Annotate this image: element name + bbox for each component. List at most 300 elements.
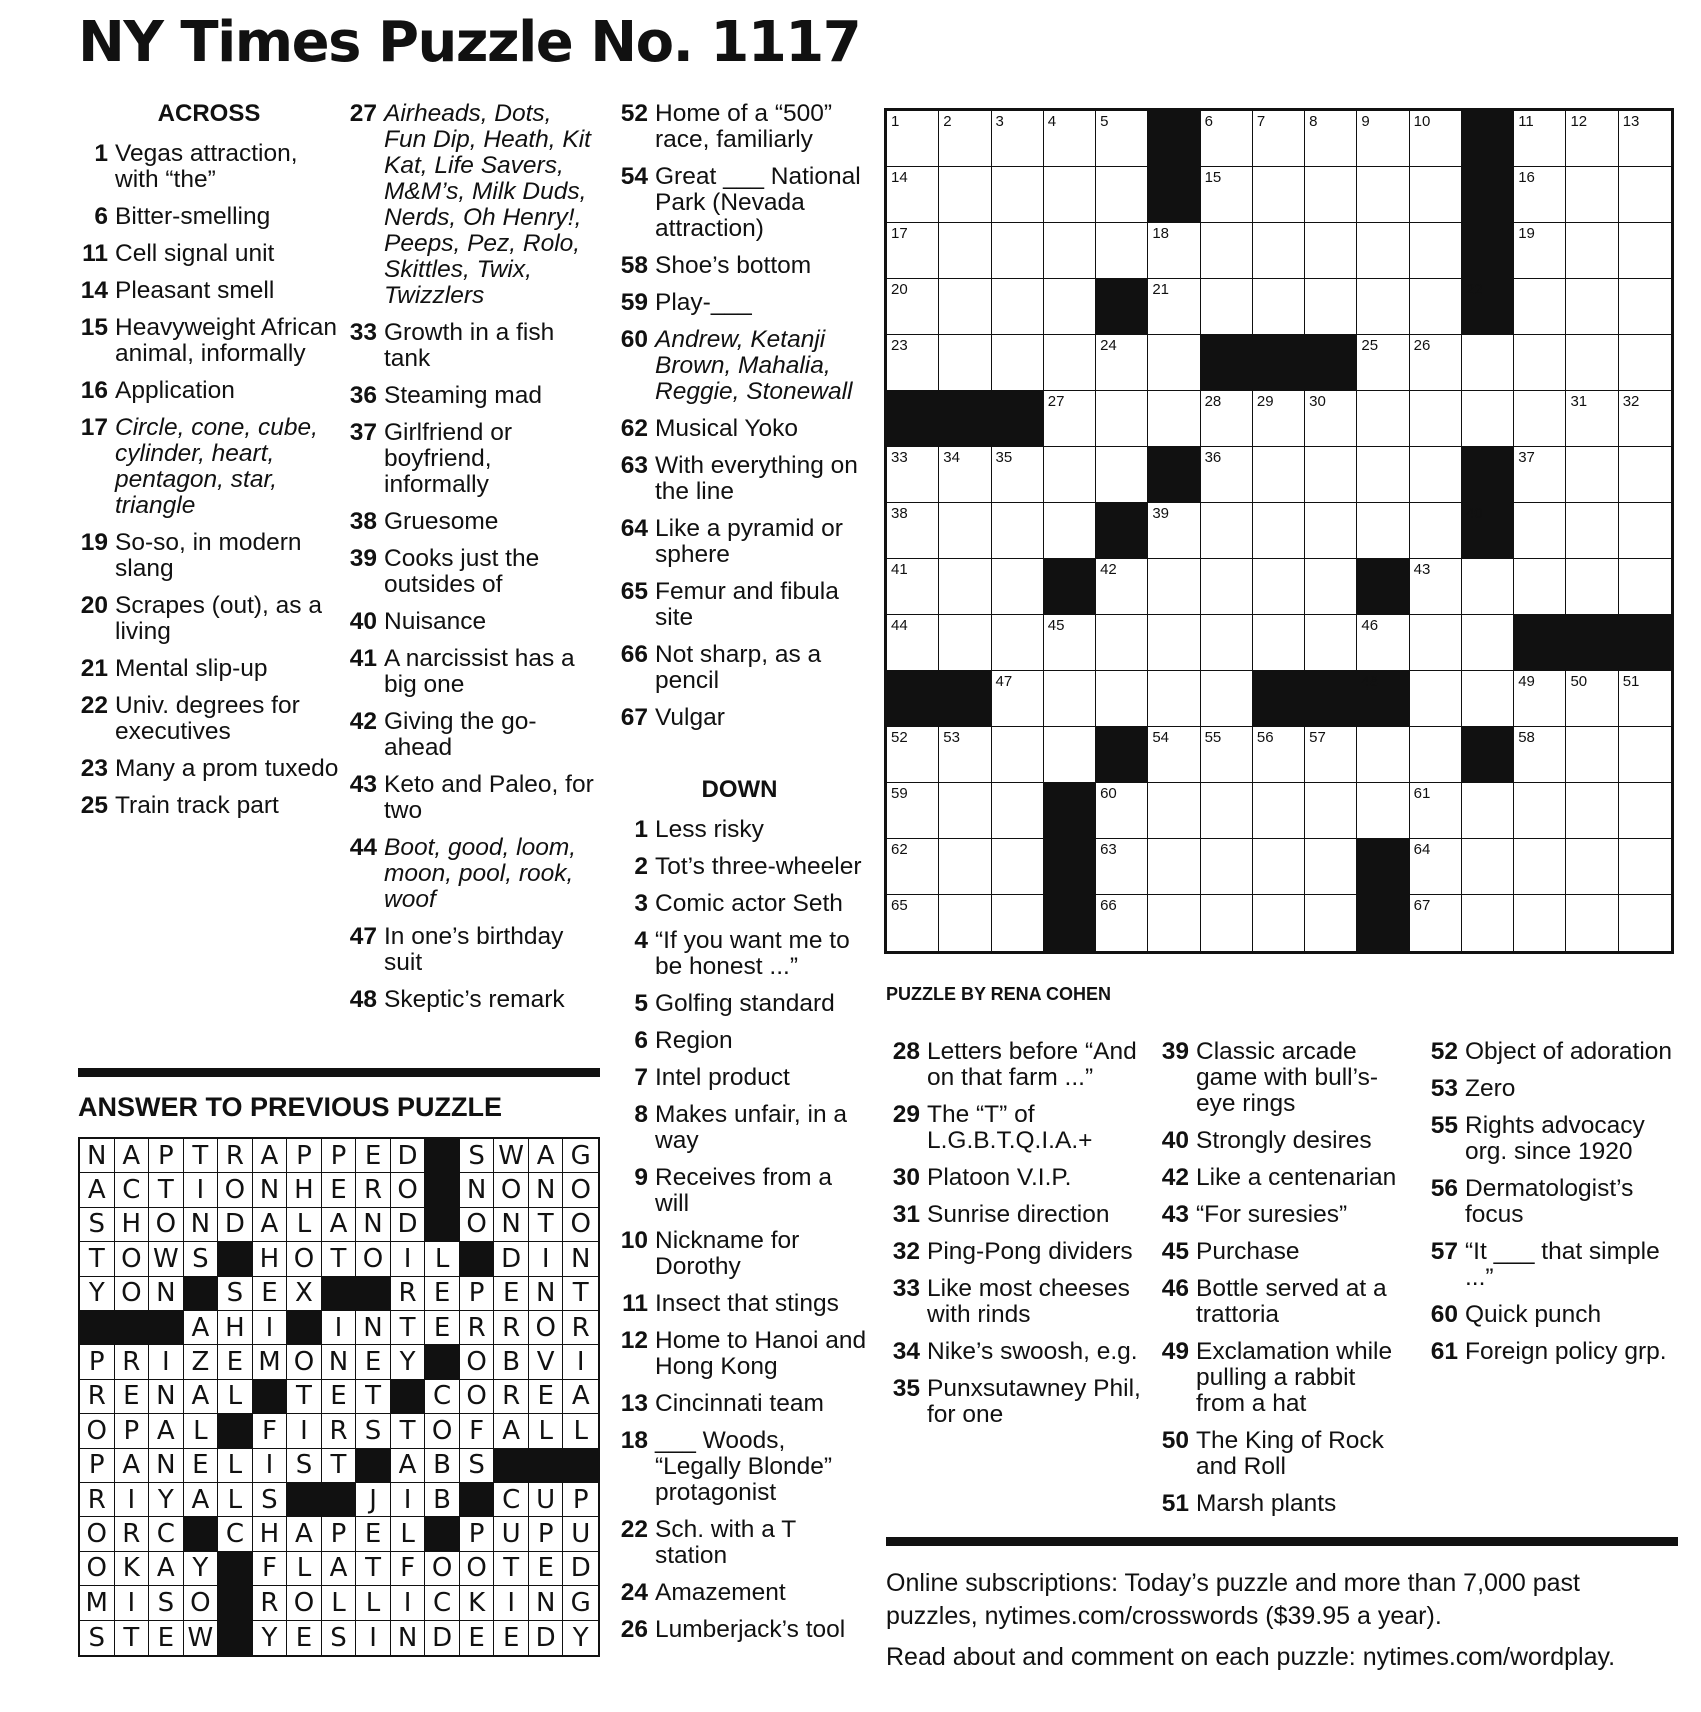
grid-cell[interactable]	[887, 223, 939, 279]
answer-letter: N	[460, 1173, 495, 1207]
cell-number: 23	[891, 337, 908, 354]
grid-cell[interactable]	[1514, 335, 1566, 391]
grid-cell[interactable]	[1566, 111, 1618, 167]
answer-letter: D	[494, 1242, 529, 1276]
grid-cell[interactable]	[1619, 783, 1671, 839]
grid-cell[interactable]	[1253, 895, 1305, 951]
black-square	[992, 391, 1044, 447]
grid-cell[interactable]	[1096, 167, 1148, 223]
clue-number: 58	[620, 252, 648, 279]
grid-cell[interactable]	[1305, 783, 1357, 839]
grid-cell[interactable]	[1044, 615, 1096, 671]
grid-cell[interactable]	[939, 783, 991, 839]
clue	[78, 530, 340, 582]
clue-number: 37	[349, 419, 377, 446]
grid-cell[interactable]	[1096, 615, 1148, 671]
grid-cell[interactable]	[1253, 839, 1305, 895]
clue	[1424, 1113, 1686, 1165]
grid-cell[interactable]	[992, 223, 1044, 279]
grid-cell[interactable]	[1619, 503, 1671, 559]
grid-cell[interactable]	[1619, 167, 1671, 223]
clue	[1424, 1302, 1686, 1328]
clue-text: Bottle served at a trattoria	[1196, 1275, 1387, 1328]
grid-cell[interactable]	[939, 503, 991, 559]
grid-cell[interactable]	[887, 503, 939, 559]
clue-number: 46	[1161, 1275, 1189, 1302]
answer-letter: R	[80, 1483, 115, 1517]
grid-cell[interactable]	[1462, 895, 1514, 951]
grid-cell[interactable]	[1201, 615, 1253, 671]
grid-cell[interactable]	[1044, 279, 1096, 335]
answer-letter: R	[80, 1380, 115, 1414]
grid-cell[interactable]	[1305, 167, 1357, 223]
grid-cell[interactable]	[1201, 223, 1253, 279]
clue-text: Dermatologist’s focus	[1465, 1175, 1634, 1228]
grid-cell[interactable]	[992, 839, 1044, 895]
clue	[345, 772, 599, 824]
grid-cell[interactable]	[1357, 727, 1409, 783]
answer-letter: E	[425, 1311, 460, 1345]
grid-cell[interactable]	[1148, 727, 1200, 783]
answer-black-square	[425, 1139, 460, 1173]
grid-cell[interactable]	[1201, 111, 1253, 167]
grid-cell[interactable]	[1619, 839, 1671, 895]
grid-cell[interactable]	[1514, 279, 1566, 335]
grid-cell[interactable]	[887, 839, 939, 895]
black-square	[1357, 559, 1409, 615]
grid-cell[interactable]	[1566, 223, 1618, 279]
grid-cell[interactable]	[1044, 111, 1096, 167]
grid-cell[interactable]	[1096, 895, 1148, 951]
grid-cell[interactable]	[1410, 895, 1462, 951]
cell-number: 44	[891, 617, 908, 634]
answer-letter: F	[460, 1414, 495, 1448]
cell-number: 64	[1413, 841, 1431, 858]
grid-cell[interactable]	[1253, 279, 1305, 335]
grid-cell[interactable]	[1514, 167, 1566, 223]
grid-cell[interactable]	[939, 895, 991, 951]
grid-cell[interactable]	[1410, 111, 1462, 167]
page-title: NY Times Puzzle No. 1117	[78, 10, 861, 75]
grid-cell[interactable]	[1566, 167, 1618, 223]
grid-cell[interactable]	[1253, 503, 1305, 559]
grid-cell[interactable]	[1619, 727, 1671, 783]
grid-cell[interactable]	[1619, 671, 1671, 727]
grid-cell[interactable]	[1148, 839, 1200, 895]
answer-letter: K	[460, 1586, 495, 1620]
grid-cell[interactable]	[1514, 503, 1566, 559]
clue-number: 5	[634, 990, 648, 1017]
clue-number: 35	[892, 1375, 920, 1402]
grid-cell[interactable]	[1148, 503, 1200, 559]
grid-cell[interactable]	[1148, 559, 1200, 615]
grid-cell[interactable]	[939, 559, 991, 615]
answer-letter: E	[115, 1380, 150, 1414]
clue-text: Application	[115, 377, 235, 404]
clue-text: Cooks just the outsides of	[384, 545, 540, 598]
grid-cell[interactable]	[1462, 783, 1514, 839]
clue-number: 56	[1430, 1175, 1458, 1202]
clue	[612, 1065, 867, 1091]
grid-cell[interactable]	[887, 895, 939, 951]
grid-cell[interactable]	[1044, 671, 1096, 727]
grid-cell[interactable]	[1253, 167, 1305, 223]
grid-cell[interactable]	[1566, 671, 1618, 727]
grid-cell[interactable]	[1357, 391, 1409, 447]
grid-cell[interactable]	[1201, 279, 1253, 335]
answer-letter: D	[425, 1621, 460, 1655]
grid-cell[interactable]	[1148, 391, 1200, 447]
clue-text: Girlfriend or boyfriend, informally	[384, 419, 512, 498]
cell-number: 46	[1361, 617, 1379, 634]
grid-cell[interactable]	[1462, 335, 1514, 391]
grid-cell[interactable]	[939, 335, 991, 391]
answer-letter: O	[460, 1380, 495, 1414]
cell-number: 41	[891, 561, 908, 578]
grid-cell[interactable]	[1201, 391, 1253, 447]
grid-cell[interactable]	[992, 615, 1044, 671]
answer-letter: N	[494, 1208, 529, 1242]
grid-cell[interactable]	[1096, 783, 1148, 839]
grid-cell[interactable]	[1357, 223, 1409, 279]
clue-number: 11	[622, 1290, 648, 1317]
answer-letter: M	[253, 1345, 288, 1379]
grid-cell[interactable]	[887, 727, 939, 783]
grid-cell[interactable]	[992, 503, 1044, 559]
grid-cell[interactable]	[1566, 839, 1618, 895]
grid-cell[interactable]	[1096, 111, 1148, 167]
grid-cell[interactable]	[1044, 727, 1096, 783]
previous-answer-grid	[78, 1137, 600, 1657]
answer-letter: S	[218, 1277, 253, 1311]
grid-cell[interactable]	[1096, 671, 1148, 727]
cell-number: 5	[1100, 113, 1109, 130]
grid-cell[interactable]	[1566, 279, 1618, 335]
grid-cell[interactable]	[1566, 503, 1618, 559]
grid-cell[interactable]	[939, 839, 991, 895]
grid-cell[interactable]	[1096, 391, 1148, 447]
grid-cell[interactable]	[1201, 559, 1253, 615]
grid-cell[interactable]	[1305, 503, 1357, 559]
clue-text: Shoe’s bottom	[655, 252, 812, 279]
answer-black-square	[563, 1449, 598, 1483]
clue	[78, 415, 340, 519]
grid-cell[interactable]	[1514, 559, 1566, 615]
clue-text: Scrapes (out), as a living	[115, 592, 322, 645]
grid-cell[interactable]	[1044, 167, 1096, 223]
clue	[78, 204, 340, 230]
cell-number: 27	[1047, 393, 1065, 410]
clue-number: 15	[80, 314, 108, 341]
grid-cell[interactable]	[1566, 391, 1618, 447]
grid-cell[interactable]	[1566, 559, 1618, 615]
black-square	[1462, 503, 1514, 559]
answer-letter: L	[218, 1483, 253, 1517]
grid-cell[interactable]	[1096, 335, 1148, 391]
clue-number: 44	[349, 834, 377, 861]
grid-cell[interactable]	[939, 167, 991, 223]
grid-cell[interactable]	[1253, 111, 1305, 167]
grid-cell[interactable]	[1619, 111, 1671, 167]
grid-cell[interactable]	[1357, 615, 1409, 671]
grid-cell[interactable]	[1096, 559, 1148, 615]
grid-cell[interactable]	[1566, 783, 1618, 839]
grid-cell[interactable]	[1253, 615, 1305, 671]
grid-cell[interactable]	[887, 167, 939, 223]
grid-cell[interactable]	[1514, 783, 1566, 839]
grid-cell[interactable]	[1619, 895, 1671, 951]
grid-cell[interactable]	[1305, 447, 1357, 503]
clue-number: 7	[634, 1064, 648, 1091]
clue	[886, 1239, 1144, 1265]
grid-cell[interactable]	[1410, 447, 1462, 503]
grid-cell[interactable]	[1410, 391, 1462, 447]
grid-cell[interactable]	[992, 335, 1044, 391]
grid-cell[interactable]	[1148, 279, 1200, 335]
grid-cell[interactable]	[1044, 335, 1096, 391]
grid-cell[interactable]	[887, 335, 939, 391]
clue-number: 40	[349, 608, 377, 635]
grid-cell[interactable]	[1619, 391, 1671, 447]
grid-cell[interactable]	[992, 727, 1044, 783]
clue-text: Andrew, Ketanji Brown, Mahalia, Reggie, Stonewall	[655, 326, 853, 405]
clue-number: 2	[634, 853, 648, 880]
grid-cell[interactable]	[1410, 223, 1462, 279]
clue-number: 40	[1161, 1127, 1189, 1154]
grid-cell[interactable]	[939, 111, 991, 167]
grid-cell[interactable]	[1514, 895, 1566, 951]
grid-cell[interactable]	[1514, 727, 1566, 783]
grid-cell[interactable]	[992, 279, 1044, 335]
grid-cell[interactable]	[1305, 279, 1357, 335]
grid-cell[interactable]	[1357, 335, 1409, 391]
grid-cell[interactable]	[887, 783, 939, 839]
cell-number: 54	[1152, 729, 1170, 746]
grid-cell[interactable]	[1148, 335, 1200, 391]
grid-cell[interactable]	[1410, 559, 1462, 615]
answer-letter: M	[80, 1586, 115, 1620]
grid-cell[interactable]	[1410, 503, 1462, 559]
grid-cell[interactable]	[992, 167, 1044, 223]
crossword-grid	[884, 108, 1674, 954]
grid-cell[interactable]	[1201, 671, 1253, 727]
grid-cell[interactable]	[1410, 279, 1462, 335]
grid-cell[interactable]	[1410, 335, 1462, 391]
grid-cell[interactable]	[1357, 167, 1409, 223]
grid-cell[interactable]	[1514, 671, 1566, 727]
grid-cell[interactable]	[1253, 391, 1305, 447]
answer-letter: P	[80, 1449, 115, 1483]
cell-number: 6	[1204, 113, 1213, 130]
grid-cell[interactable]	[1305, 615, 1357, 671]
grid-cell[interactable]	[1096, 223, 1148, 279]
grid-cell[interactable]	[1148, 223, 1200, 279]
black-square	[1305, 671, 1357, 727]
grid-cell[interactable]	[1096, 839, 1148, 895]
answer-letter: S	[460, 1449, 495, 1483]
grid-cell[interactable]	[1514, 391, 1566, 447]
grid-cell[interactable]	[1305, 559, 1357, 615]
grid-cell[interactable]	[1253, 559, 1305, 615]
grid-cell[interactable]	[1044, 447, 1096, 503]
answer-letter: L	[322, 1586, 357, 1620]
grid-cell[interactable]	[1410, 727, 1462, 783]
grid-cell[interactable]	[1201, 167, 1253, 223]
grid-cell[interactable]	[1096, 447, 1148, 503]
grid-cell[interactable]	[1305, 111, 1357, 167]
clue-number: 43	[1161, 1201, 1189, 1228]
grid-cell[interactable]	[1410, 167, 1462, 223]
grid-cell[interactable]	[1201, 895, 1253, 951]
grid-cell[interactable]	[1253, 783, 1305, 839]
answer-letter: W	[494, 1139, 529, 1173]
grid-cell[interactable]	[1566, 447, 1618, 503]
clue-number: 63	[620, 452, 648, 479]
answer-letter: G	[563, 1139, 598, 1173]
cell-number: 21	[1152, 281, 1170, 298]
clue	[612, 579, 867, 631]
grid-cell[interactable]	[887, 111, 939, 167]
grid-cell[interactable]	[992, 559, 1044, 615]
grid-cell[interactable]	[1514, 111, 1566, 167]
grid-cell[interactable]	[939, 223, 991, 279]
answer-letter: H	[253, 1517, 288, 1551]
grid-cell[interactable]	[992, 895, 1044, 951]
clue-number: 52	[1430, 1038, 1458, 1065]
clue-number: 42	[349, 708, 377, 735]
grid-cell[interactable]	[1148, 671, 1200, 727]
grid-cell[interactable]	[1357, 111, 1409, 167]
clue-number: 41	[349, 645, 377, 672]
answer-letter: A	[563, 1380, 598, 1414]
grid-cell[interactable]	[1044, 391, 1096, 447]
grid-cell[interactable]	[1410, 671, 1462, 727]
grid-cell[interactable]	[1619, 335, 1671, 391]
grid-cell[interactable]	[1514, 223, 1566, 279]
grid-cell[interactable]	[1566, 895, 1618, 951]
answer-letter: B	[494, 1345, 529, 1379]
grid-cell[interactable]	[1201, 839, 1253, 895]
cell-number: 58	[1518, 729, 1535, 746]
grid-cell[interactable]	[1410, 839, 1462, 895]
clue-number: 13	[620, 1390, 648, 1417]
grid-cell[interactable]	[939, 279, 991, 335]
grid-cell[interactable]	[1148, 615, 1200, 671]
clue-text: Foreign policy grp.	[1465, 1338, 1667, 1365]
answer-letter: L	[287, 1208, 322, 1242]
grid-cell[interactable]	[992, 447, 1044, 503]
grid-cell[interactable]	[939, 447, 991, 503]
grid-cell[interactable]	[992, 671, 1044, 727]
grid-cell[interactable]	[1253, 447, 1305, 503]
grid-cell[interactable]	[1462, 671, 1514, 727]
cell-number: 13	[1622, 113, 1640, 130]
grid-cell[interactable]	[1462, 391, 1514, 447]
answer-letter: P	[322, 1517, 357, 1551]
grid-cell[interactable]	[1566, 335, 1618, 391]
answer-letter: I	[149, 1345, 184, 1379]
answer-letter: R	[356, 1173, 391, 1207]
clue-text: “For suresies”	[1196, 1201, 1348, 1228]
answer-letter: O	[391, 1173, 426, 1207]
grid-cell[interactable]	[939, 727, 991, 783]
footer-line: Online subscriptions: Today’s puzzle and more than 7,000 past	[886, 1569, 1580, 1597]
answer-letter: L	[529, 1414, 564, 1448]
clue	[612, 1102, 867, 1154]
clue	[1155, 1165, 1410, 1191]
grid-cell[interactable]	[1305, 727, 1357, 783]
clue-text: Like a pyramid or sphere	[655, 515, 843, 568]
grid-cell[interactable]	[1619, 447, 1671, 503]
grid-cell[interactable]	[1462, 839, 1514, 895]
clue	[1155, 1276, 1410, 1328]
clue	[612, 290, 867, 316]
grid-cell[interactable]	[1201, 727, 1253, 783]
grid-cell[interactable]	[1462, 559, 1514, 615]
grid-cell[interactable]	[1044, 223, 1096, 279]
answer-letter: O	[460, 1345, 495, 1379]
grid-cell[interactable]	[1357, 279, 1409, 335]
answer-black-square	[149, 1311, 184, 1345]
clue-text: Makes unfair, in a way	[655, 1101, 848, 1154]
grid-cell[interactable]	[1201, 447, 1253, 503]
clue-number: 39	[1161, 1038, 1189, 1065]
grid-cell[interactable]	[1566, 727, 1618, 783]
grid-cell[interactable]	[887, 559, 939, 615]
grid-cell[interactable]	[1305, 895, 1357, 951]
grid-cell[interactable]	[1201, 503, 1253, 559]
grid-cell[interactable]	[887, 279, 939, 335]
grid-cell[interactable]	[939, 615, 991, 671]
grid-cell[interactable]	[1514, 839, 1566, 895]
clue-text: Pleasant smell	[115, 277, 275, 304]
grid-cell[interactable]	[992, 783, 1044, 839]
grid-cell[interactable]	[1305, 223, 1357, 279]
grid-cell[interactable]	[887, 615, 939, 671]
grid-cell[interactable]	[1253, 727, 1305, 783]
grid-cell[interactable]	[1305, 839, 1357, 895]
answer-letter: E	[529, 1380, 564, 1414]
grid-cell[interactable]	[1044, 503, 1096, 559]
clue	[1155, 1491, 1410, 1517]
grid-cell[interactable]	[992, 111, 1044, 167]
grid-cell[interactable]	[1619, 223, 1671, 279]
grid-cell[interactable]	[1148, 783, 1200, 839]
answer-letter: T	[529, 1208, 564, 1242]
clue-number: 11	[82, 240, 108, 267]
clue	[345, 320, 599, 372]
grid-cell[interactable]	[1619, 559, 1671, 615]
grid-cell[interactable]	[887, 447, 939, 503]
grid-cell[interactable]	[1357, 503, 1409, 559]
answer-letter: R	[115, 1517, 150, 1551]
clue-number: 36	[349, 382, 377, 409]
grid-cell[interactable]	[1148, 895, 1200, 951]
grid-cell[interactable]	[1410, 783, 1462, 839]
clue-text: Platoon V.I.P.	[927, 1164, 1072, 1191]
grid-cell[interactable]	[1201, 783, 1253, 839]
cell-number: 63	[1100, 841, 1117, 858]
grid-cell[interactable]	[1357, 783, 1409, 839]
grid-cell[interactable]	[1514, 447, 1566, 503]
grid-cell[interactable]	[1410, 615, 1462, 671]
grid-cell[interactable]	[1357, 447, 1409, 503]
grid-cell[interactable]	[1253, 223, 1305, 279]
grid-cell[interactable]	[1462, 615, 1514, 671]
grid-cell[interactable]	[1305, 391, 1357, 447]
clue-text: Not sharp, as a pencil	[655, 641, 822, 694]
grid-cell[interactable]	[1619, 279, 1671, 335]
